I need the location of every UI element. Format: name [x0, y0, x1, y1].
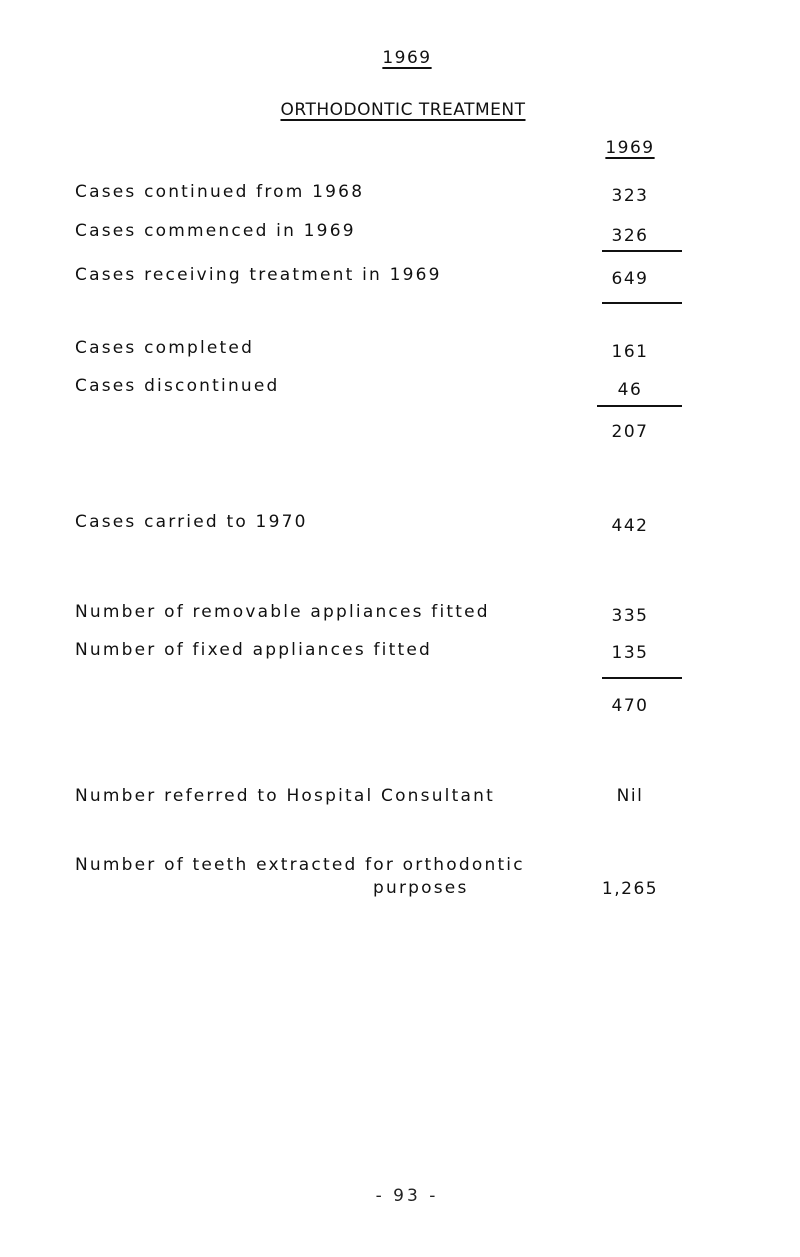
row-continued-label: Cases continued from 1968: [75, 182, 365, 202]
row-extracted-label-line2: purposes: [373, 878, 469, 898]
row-carried-label: Cases carried to 1970: [75, 512, 308, 532]
rule-sum-1: [602, 250, 682, 252]
column-heading: 1969: [605, 138, 655, 158]
rule-sum-3: [597, 405, 682, 407]
row-extracted-value: 1,265: [601, 879, 659, 899]
row-discontinued-label: Cases discontinued: [75, 376, 280, 396]
row-carried-value: 442: [611, 516, 649, 536]
row-removable-value: 335: [611, 606, 649, 626]
row-receiving-value: 649: [611, 269, 649, 289]
row-fixed-label: Number of fixed appliances fitted: [75, 640, 432, 660]
row-closed-total-value: 207: [611, 422, 649, 442]
row-commenced-value: 326: [611, 226, 649, 246]
row-receiving-label: Cases receiving treatment in 1969: [75, 265, 442, 285]
row-extracted-label-line1: Number of teeth extracted for orthodontic: [75, 855, 525, 875]
row-discontinued-value: 46: [617, 380, 643, 400]
row-fixed-value: 135: [611, 643, 649, 663]
rule-sum-4: [602, 677, 682, 679]
row-commenced-label: Cases commenced in 1969: [75, 221, 356, 241]
rule-sum-2: [602, 302, 682, 304]
page-number: - 93 -: [375, 1186, 439, 1206]
row-appliances-total-value: 470: [611, 696, 649, 716]
row-referred-label: Number referred to Hospital Consultant: [75, 786, 495, 806]
page-year: 1969: [382, 48, 432, 68]
row-referred-value: Nil: [616, 786, 644, 806]
row-completed-label: Cases completed: [75, 338, 255, 358]
page-title: ORTHODONTIC TREATMENT: [280, 100, 526, 120]
row-continued-value: 323: [611, 186, 649, 206]
row-completed-value: 161: [611, 342, 649, 362]
row-removable-label: Number of removable appliances fitted: [75, 602, 490, 622]
